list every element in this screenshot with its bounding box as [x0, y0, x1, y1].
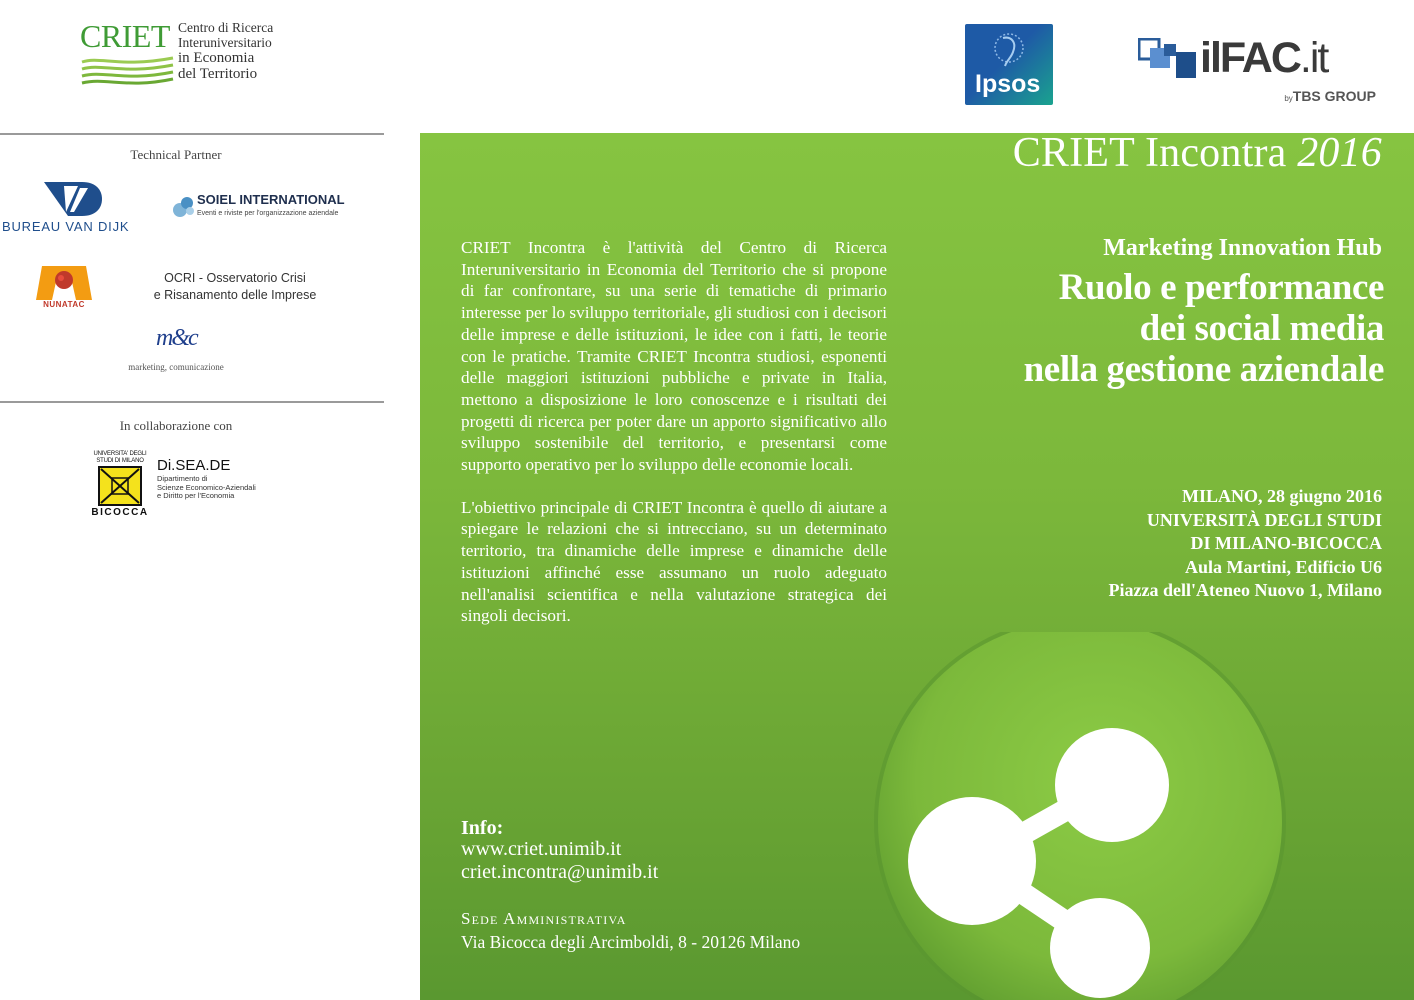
ipsos-logo [965, 24, 1053, 105]
event-venue-2: DI MILANO-BICOCCA [1190, 533, 1382, 553]
soiel-tagline: Eventi e riviste per l'organizzazione aziendale [197, 210, 339, 217]
mc-logo [110, 325, 242, 375]
criet-line-4: del Territorio [178, 66, 258, 82]
sede-label: Sede Amministrativa [461, 909, 627, 928]
divider-top [0, 133, 384, 135]
collaboration-heading: In collaborazione con [119, 418, 233, 433]
nunatac-wordmark: NUNATAC [43, 300, 85, 309]
ilfac-name: ilFAC [1200, 34, 1300, 82]
ilfac-group: TBS GROUP [1292, 88, 1376, 104]
info-label: Info: [461, 817, 504, 839]
unimib-seal-bottom: BICOCCA [91, 507, 149, 518]
criet-waves-icon [80, 56, 175, 90]
criet-logo [80, 18, 290, 94]
bvd-wordmark: BUREAU VAN DIJK [2, 219, 130, 234]
headline-line-2: dei social media [1139, 308, 1384, 349]
mc-mark: m&c [156, 325, 197, 351]
criet-line-3: in Economia [178, 50, 255, 66]
event-title-main: CRIET Incontra [1012, 133, 1287, 176]
technical-partner-heading: Technical Partner [130, 147, 222, 162]
disea-line-1: Dipartimento di [157, 474, 208, 483]
criet-line-2: Interuniversitario [178, 35, 272, 50]
headline-line-3: nella gestione aziendale [1023, 349, 1384, 390]
intro-paragraph-2: L'obiettivo principale di CRIET Incontra è quello di aiutare a spiegare le relazioni che si intrecciano, su un determinato territorio, tra dinamiche delle imprese e dinamiche delle istituzioni affinché esse assumano un ruolo adeguato nell'analisi scientifica e nella valutazione strategica dei singoli decisori. [461, 497, 887, 626]
bureau-van-dijk-logo [0, 182, 142, 238]
intro-text [461, 237, 887, 648]
event-details [1109, 485, 1382, 603]
ilfac-logo [1138, 34, 1388, 109]
event-hub: Marketing Innovation Hub [1103, 235, 1382, 261]
ilfac-squares-icon [1138, 38, 1198, 82]
share-graphic [860, 632, 1290, 1000]
criet-line-1: Centro di Ricerca [178, 20, 274, 35]
event-title [1013, 133, 1382, 177]
headline-line-1: Ruolo e performance [1058, 267, 1384, 308]
event-room: Aula Martini, Edificio U6 [1185, 556, 1382, 577]
criet-wordmark: CRIET [80, 18, 170, 54]
ocri-line-2: e Risanamento delle Imprese [153, 288, 317, 302]
nunatac-logo [36, 264, 92, 312]
ilfac-suffix: .it [1299, 34, 1328, 82]
ipsos-wordmark: Ipsos [975, 70, 1041, 98]
unimib-seal-top: UNIVERSITA' DEGLI STUDI DI MILANO [93, 451, 147, 464]
mc-caption: marketing, comunicazione [128, 362, 224, 372]
nunatac-mark-icon [36, 264, 92, 300]
divider-middle [0, 401, 384, 403]
unimib-logo [88, 451, 152, 519]
event-headline [1024, 267, 1384, 390]
ocri-logo [150, 270, 320, 304]
info-website-link[interactable]: www.criet.unimib.it [461, 838, 622, 860]
disea-logo [157, 457, 287, 501]
ilfac-by: by [1284, 94, 1293, 103]
bvd-mark-icon [44, 182, 102, 216]
event-address: Piazza dell'Ateneo Nuovo 1, Milano [1108, 580, 1382, 600]
disea-name: Di.SEA.DE [157, 457, 231, 474]
disea-line-3: e Diritto per l'Economia [157, 491, 235, 500]
ipsos-face-icon [987, 28, 1031, 72]
unimib-seal-icon [98, 466, 142, 506]
intro-paragraph-1: CRIET Incontra è l'attività del Centro di Ricerca Interuniversitario in Economia del Territorio che si propone di far confrontare, su una serie di tematiche di primario interesse per lo sviluppo territoriale, gli studiosi con i decisori delle imprese e delle istituzioni, le idee con i fatti, le teorie con le pratiche. Tramite CRIET Incontra studiosi, esponenti delle maggiori istituzioni pubbliche e private in Italia, mettono a disposizione le loro conoscenze e i risultati dei progetti di ricerca per poter dare un apporto significativo allo sviluppo sostenibile del territorio, e presentarsi come supporto operativo per lo sviluppo delle economie locali. [461, 238, 887, 475]
soiel-name: SOIEL INTERNATIONAL [197, 192, 345, 207]
event-venue-1: UNIVERSITÀ DEGLI STUDI [1146, 509, 1382, 530]
event-title-year: 2016 [1297, 133, 1382, 176]
ocri-line-1: OCRI - Osservatorio Crisi [164, 271, 306, 285]
info-email-link[interactable]: criet.incontra@unimib.it [461, 861, 659, 883]
event-date: MILANO, 28 giugno 2016 [1181, 486, 1382, 506]
sede-address: Via Bicocca degli Arcimboldi, 8 - 20126 Milano [461, 932, 801, 952]
soiel-logo [172, 192, 352, 228]
disea-line-2: Scienze Economico-Aziendali [157, 482, 256, 492]
green-panel [420, 133, 1414, 1000]
soiel-mark-icon [172, 194, 196, 218]
